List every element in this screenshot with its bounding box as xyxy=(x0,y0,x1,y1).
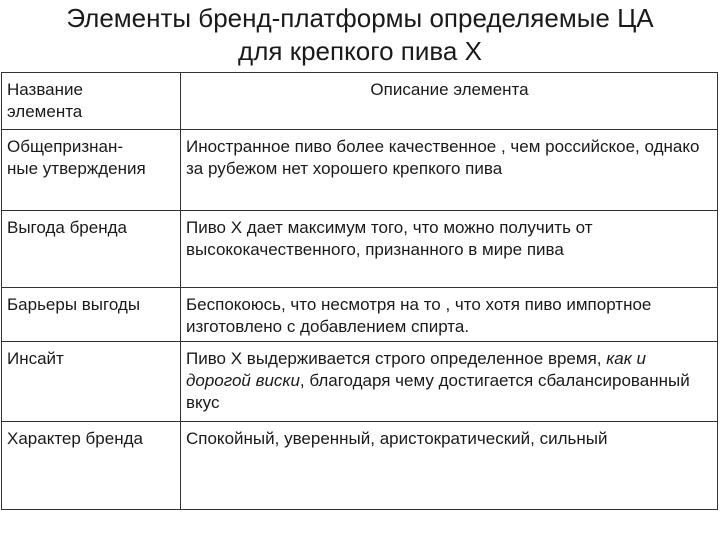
table-header-row xyxy=(2,73,718,130)
row-description-cell xyxy=(181,342,718,422)
row-name-cell: Характер бренда xyxy=(2,422,181,510)
row-name-line: Общепризнан- xyxy=(7,137,124,156)
insight-text-part-1: Пиво Х выдерживается строго определенное время, xyxy=(186,349,602,368)
row-name-cell: Инсайт xyxy=(2,342,181,422)
row-description-cell: Пиво Х дает максимум того, что можно получить от высококачественного, признанного в мире пива xyxy=(181,211,718,288)
row-description-cell: Спокойный, уверенный, аристократический, сильный xyxy=(181,422,718,510)
brand-platform-table xyxy=(1,72,718,510)
row-name-cell: Барьеры выгоды xyxy=(2,288,181,342)
slide-title xyxy=(0,2,720,68)
table-row xyxy=(2,342,718,422)
row-name-cell xyxy=(2,130,181,211)
table-row xyxy=(2,288,718,342)
insight-text-italic: как и дорогой виски xyxy=(186,349,646,390)
table-row xyxy=(2,211,718,288)
slide-title-line-1: Элементы бренд-платформы определяемые ЦА xyxy=(66,3,654,33)
row-name-line: ные утверждения xyxy=(7,159,146,178)
row-name-cell: Выгода бренда xyxy=(2,211,181,288)
row-description-cell: Иностранное пиво более качественное , чем российское, однако за рубежом нет хорошего крепкого пива xyxy=(181,130,718,211)
row-description-cell: Беспокоюсь, что несмотря на то , что хотя пиво импортное изготовлено с добавлением спирта. xyxy=(181,288,718,342)
table-row xyxy=(2,130,718,211)
table-row xyxy=(2,422,718,510)
slide-title-line-2: для крепкого пива Х xyxy=(238,36,482,66)
header-cell-description: Описание элемента xyxy=(181,73,718,130)
insight-text-part-2: , благодаря чему достигается сбалансированный вкус xyxy=(186,371,690,412)
header-cell-name: Название элемента xyxy=(2,73,181,130)
